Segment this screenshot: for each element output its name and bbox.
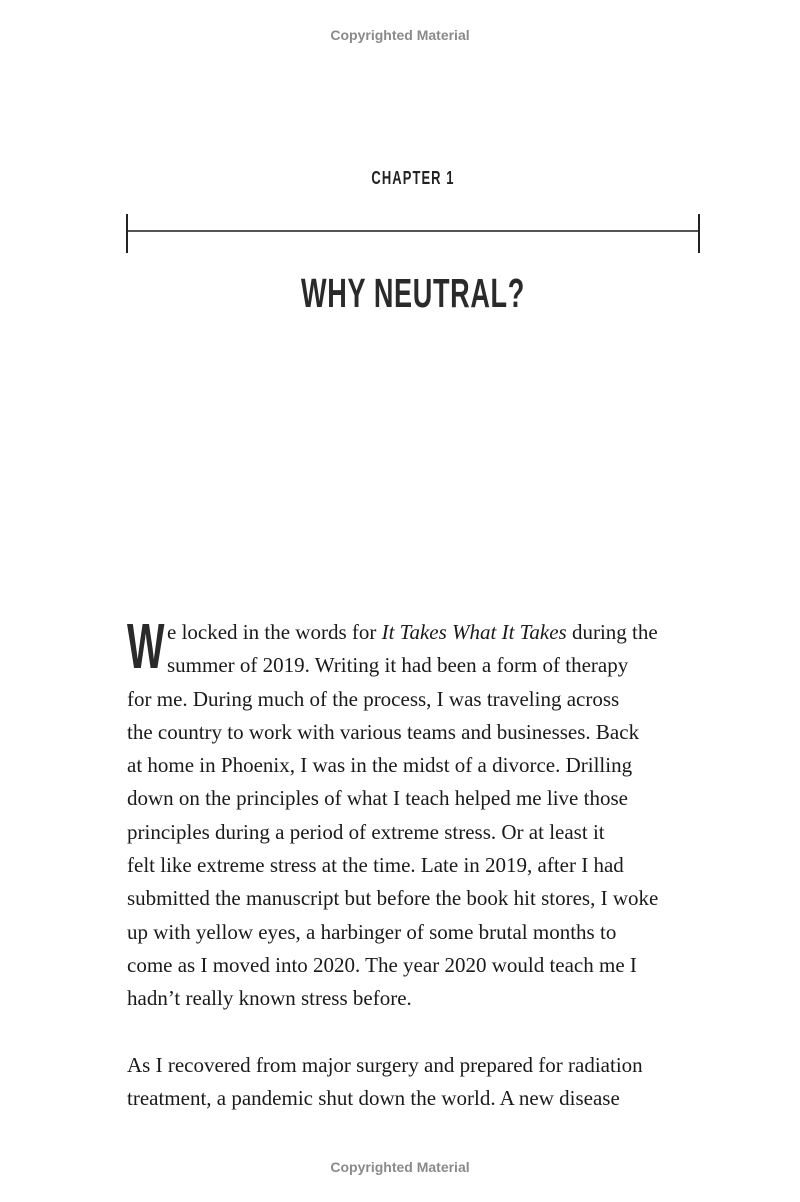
- copyright-watermark-bottom: Copyrighted Material: [330, 1159, 470, 1175]
- chapter-title: WHY NEUTRAL?: [301, 270, 525, 316]
- divider-left-tick: [126, 214, 128, 253]
- text-line: e locked in the words for It Takes What It Takes during the: [167, 620, 658, 644]
- text-line: for me. During much of the process, I was traveling across: [127, 686, 620, 711]
- text-line: principles during a period of extreme stress. Or at least it: [127, 819, 605, 844]
- text-line: up with yellow eyes, a harbinger of some brutal months to: [127, 919, 617, 944]
- divider-right-tick: [698, 214, 700, 253]
- chapter-label: CHAPTER 1: [371, 168, 455, 188]
- drop-cap: W: [127, 610, 165, 682]
- book-title: It Takes What It Takes: [381, 620, 567, 644]
- text-line: As I recovered from major surgery and prepared for radiation: [127, 1052, 643, 1077]
- text-line: come as I moved into 2020. The year 2020 would teach me I: [127, 952, 637, 977]
- text-line: summer of 2019. Writing it had been a form of therapy: [167, 653, 629, 678]
- text-line: felt like extreme stress at the time. Late in 2019, after I had: [127, 853, 624, 878]
- body-text: [127, 610, 707, 1115]
- text-line: the country to work with various teams and businesses. Back: [127, 719, 640, 744]
- text-line: submitted the manuscript but before the book hit stores, I woke: [127, 886, 659, 911]
- copyright-watermark-top: Copyrighted Material: [330, 27, 470, 43]
- text-line: treatment, a pandemic shut down the world. A new disease: [127, 1085, 620, 1110]
- text-line: down on the principles of what I teach helped me live those: [127, 786, 628, 811]
- text-line: hadn’t really known stress before.: [127, 986, 412, 1011]
- text-line: at home in Phoenix, I was in the midst of a divorce. Drilling: [127, 753, 633, 778]
- chapter-divider: [127, 230, 699, 232]
